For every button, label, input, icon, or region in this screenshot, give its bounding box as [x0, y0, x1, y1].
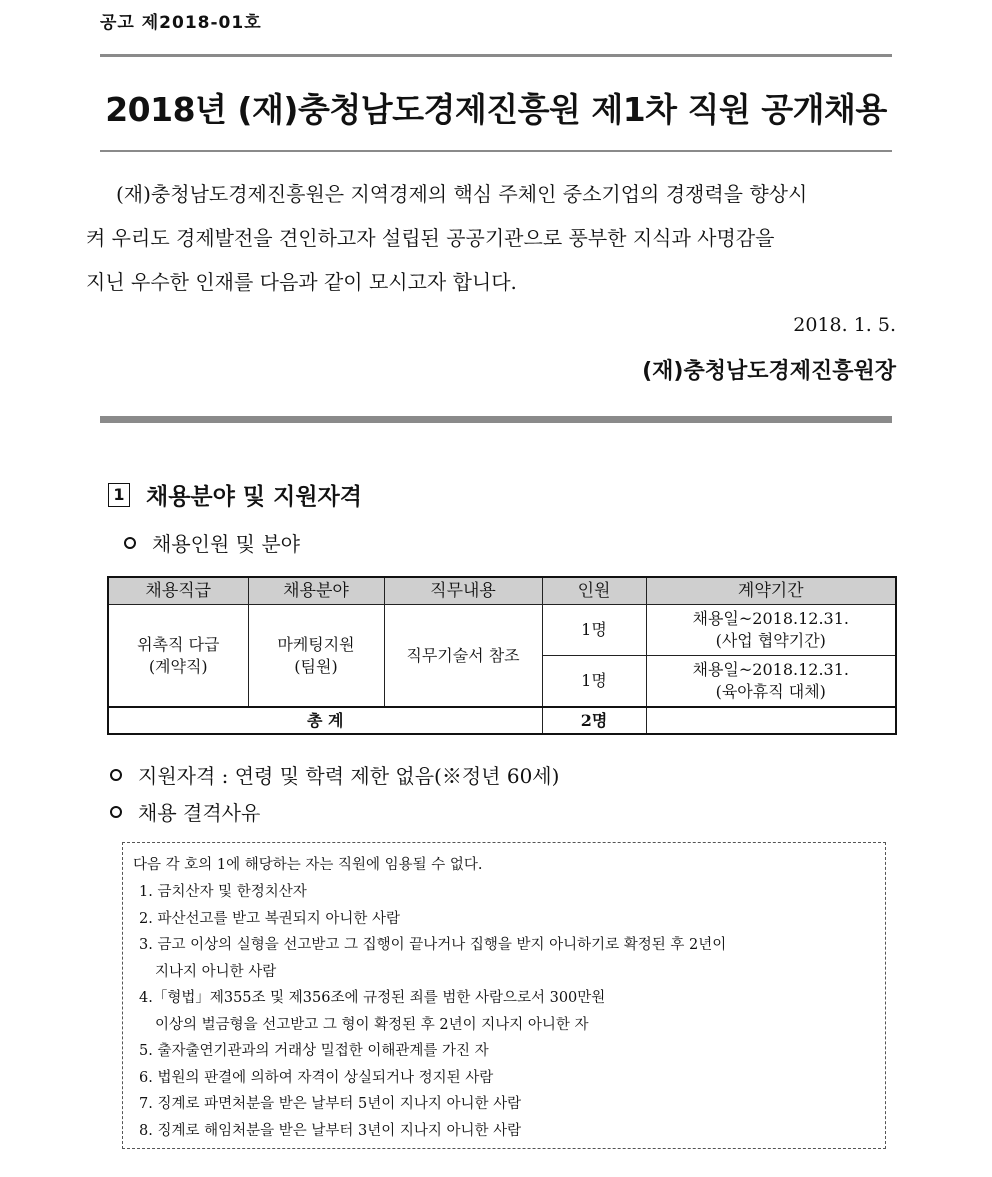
circle-bullet-icon [124, 537, 136, 549]
intro-paragraph [86, 172, 898, 304]
bullet-disqualification [110, 797, 260, 826]
header-period: 계약기간 [646, 577, 896, 605]
disqualification-list [139, 879, 875, 1144]
list-item: 1. 금치산자 및 한정치산자 [139, 884, 307, 900]
recruitment-table [107, 576, 897, 735]
list-item: 4.「형법」제355조 및 제356조에 규정된 죄를 범한 사람으로서 300만원 이상의 벌금형을 선고받고 그 형이 확정된 후 2년이 지나지 아니한 자 [139, 990, 606, 1033]
title-divider [100, 150, 892, 152]
header-count: 인원 [542, 577, 646, 605]
section-title: 채용분야 및 지원자격 [146, 484, 362, 510]
intro-line-2: 켜 우리도 경제발전을 견인하고자 설립된 공공기관으로 풍부한 지식과 사명감을 [86, 226, 775, 250]
circle-bullet-icon [110, 769, 122, 781]
intro-line-3: 지닌 우수한 인재를 다음과 같이 모시고자 합니다. [86, 270, 517, 294]
total-count: 2명 [542, 707, 646, 734]
bullet-text: 지원자격 : 연령 및 학력 제한 없음(※정년 60세) [138, 764, 560, 788]
disqualification-box [122, 842, 886, 1149]
intro-line-1: (재)충청남도경제진흥원은 지역경제의 핵심 주체인 중소기업의 경쟁력을 향상시 [116, 182, 808, 206]
cell-period: 채용일~2018.12.31. (사업 협약기간) [646, 605, 896, 656]
list-item: 7. 징계로 파면처분을 받은 날부터 5년이 지나지 아니한 사람 [139, 1096, 522, 1112]
top-divider [100, 54, 892, 57]
cell-duty: 직무기술서 참조 [384, 605, 542, 708]
bullet-recruit-field [124, 528, 300, 557]
bullet-eligibility [110, 760, 559, 789]
section-number-box: 1 [108, 483, 130, 507]
list-item: 3. 금고 이상의 실형을 선고받고 그 집행이 끝나거나 집행을 받지 아니하기로 확정된 후 2년이 지나지 아니한 사람 [139, 937, 727, 980]
cell-count: 1명 [542, 605, 646, 656]
list-item: 5. 출자출연기관과의 거래상 밀접한 이해관계를 가진 자 [139, 1043, 489, 1059]
header-rank: 채용직급 [108, 577, 248, 605]
bullet-text: 채용 결격사유 [138, 801, 261, 825]
circle-bullet-icon [110, 806, 122, 818]
list-item: 6. 법원의 판결에 의하여 자격이 상실되거나 정지된 사람 [139, 1069, 494, 1086]
cell-count: 1명 [542, 656, 646, 708]
section-1-heading [108, 478, 362, 511]
notice-number: 공고 제2018-01호 [100, 13, 262, 33]
bullet-text: 채용인원 및 분야 [152, 532, 300, 556]
total-label: 총 계 [108, 707, 542, 734]
list-item: 8. 징계로 해임처분을 받은 날부터 3년이 지나지 아니한 사람 [139, 1122, 522, 1139]
header-field: 채용분야 [248, 577, 384, 605]
total-empty [646, 707, 896, 734]
header-duty: 직무내용 [384, 577, 542, 605]
cell-field: 마케팅지원 (팀원) [248, 605, 384, 708]
thick-divider [100, 416, 892, 423]
announcement-date: 2018. 1. 5. [793, 314, 896, 336]
cell-rank: 위촉직 다급 (계약직) [108, 605, 248, 708]
cell-period: 채용일~2018.12.31. (육아휴직 대체) [646, 656, 896, 708]
list-item: 2. 파산선고를 받고 복권되지 아니한 사람 [139, 910, 400, 927]
disqualification-lead: 다음 각 호의 1에 해당하는 자는 직원에 임용될 수 없다. [133, 857, 483, 873]
signer: (재)충청남도경제진흥원장 [642, 359, 896, 384]
page-title: 2018년 (재)충청남도경제진흥원 제1차 직원 공개채용 [105, 90, 887, 129]
